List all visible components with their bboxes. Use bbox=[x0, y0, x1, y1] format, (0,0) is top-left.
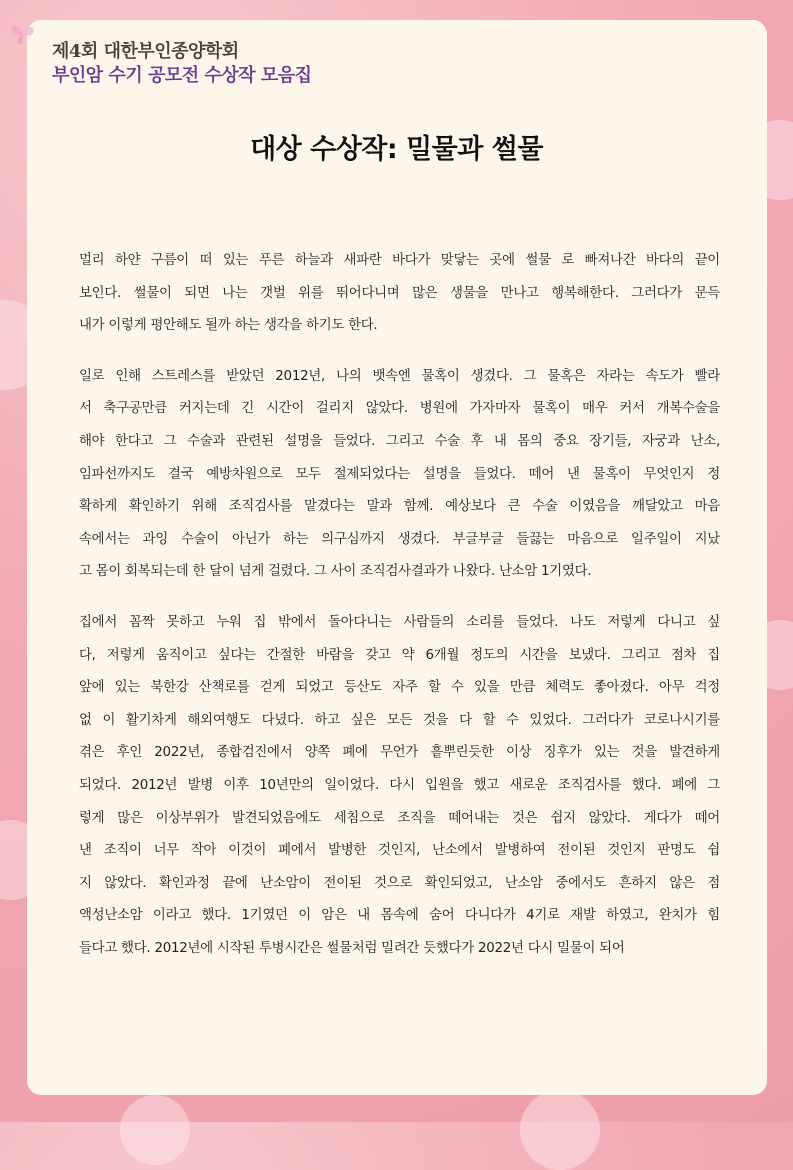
text-line: 낸 조직이 너무 작아 이것이 폐에서 발병한 것인지, 난소에서 발병하여 전이된 것인지 판명도 쉽 bbox=[79, 843, 720, 859]
paragraph-3 bbox=[79, 607, 720, 966]
text-line: 되었다. 2012년 발병 이후 10년만의 일이었다. 다시 입원을 했고 새로운 조직검사를 했다. 폐에 그 bbox=[79, 777, 720, 793]
text-line: 앞에 있는 북한강 산책로를 걷게 되었고 등산도 자주 할 수 있을 만큼 체력도 좋아졌다. 아무 걱정 bbox=[79, 680, 720, 696]
text-line: 일로 인해 스트레스를 받았던 2012년, 나의 뱃속엔 물혹이 생겼다. 그 물혹은 자라는 속도가 빨라 bbox=[79, 368, 720, 384]
text-line: 지 않았다. 확인과정 끝에 난소암이 전이된 것으로 확인되었고, 난소암 중에서도 흔하지 않은 점 bbox=[79, 875, 720, 891]
text-line: 집에서 꼼짝 못하고 누워 집 밖에서 돌아다니는 사람들의 소리를 들었다. 나도 저렇게 다니고 싶 bbox=[79, 614, 720, 630]
paragraph-2 bbox=[79, 361, 720, 589]
header-society-name: 제4회 대한부인종양학회 bbox=[52, 41, 239, 62]
text-line: 없 이 활기차게 해외여행도 다녔다. 하고 싶은 모든 것을 다 할 수 있었다. 그러다가 코로나시기를 bbox=[79, 712, 720, 728]
text-line: 멀리 하얀 구름이 떠 있는 푸른 하늘과 새파란 바다가 맞닿는 곳에 썰물 로 빠져나간 바다의 끝이 bbox=[79, 253, 720, 268]
text-line: 확하게 확인하기 위해 조직검사를 맡겼다는 말과 함께. 예상보다 큰 수술 이였음을 깨달았고 마음 bbox=[79, 499, 720, 515]
text-line: 보인다. 썰물이 되면 나는 갯벌 위를 뛰어다니며 많은 생물을 만나고 행복해한다. 그러다가 문득 bbox=[79, 285, 720, 301]
document-header bbox=[52, 40, 312, 88]
page-title: 대상 수상작: 밀물과 썰물 bbox=[250, 134, 543, 165]
background-bokeh bbox=[520, 1090, 600, 1170]
text-line: 다, 저렇게 움직이고 싶다는 간절한 바람을 갖고 약 6개월 정도의 시간을 보냈다. 그리고 점차 집 bbox=[79, 647, 720, 663]
text-line: 임파선까지도 결국 예방차원으로 모두 절제되었다는 설명을 들었다. 떼어 낸 물혹이 무엇인지 정 bbox=[79, 466, 720, 482]
essay-body bbox=[79, 245, 720, 983]
text-line: 해야 한다고 그 수술과 관련된 설명을 들었다. 그리고 수술 후 내 몸의 중요 장기들, 자궁과 난소, bbox=[79, 433, 720, 449]
paragraph-1 bbox=[79, 245, 720, 343]
text-line: 서 축구공만큼 커지는데 긴 시간이 걸리지 않았다. 병원에 가자마자 물혹이 매우 커서 개복수술을 bbox=[79, 401, 720, 417]
text-line: 속에서는 과잉 수술이 아닌가 하는 의구심까지 생겼다. 부글부글 들끓는 마음으로 일주일이 지났 bbox=[79, 531, 720, 547]
header-collection-title: 부인암 수기 공모전 수상작 모음집 bbox=[52, 65, 312, 86]
butterfly-icon bbox=[8, 18, 38, 48]
text-line: 겪은 후인 2022년, 종합검진에서 양쪽 폐에 무언가 흩뿌린듯한 이상 징후가 있는 것을 발견하게 bbox=[79, 745, 720, 761]
text-line: 들다고 했다. 2012년에 시작된 투병시간은 썰물처럼 밀려간 듯했다가 2022년 다시 밀물이 되어 bbox=[79, 940, 625, 956]
text-line: 액성난소암 이라고 했다. 1기였던 이 암은 내 몸속에 숨어 다니다가 4기로 재발 하였고, 완치가 힘 bbox=[79, 908, 720, 924]
text-line: 고 몸이 회복되는데 한 달이 넘게 걸렸다. 그 사이 조직검사결과가 나왔다. 난소암 1기였다. bbox=[79, 564, 592, 580]
background-bokeh bbox=[120, 1095, 190, 1165]
text-line: 내가 이렇게 평안해도 될까 하는 생각을 하기도 한다. bbox=[79, 318, 378, 334]
text-line: 렇게 많은 이상부위가 발견되었음에도 세침으로 조직을 떼어내는 것은 쉽지 않았다. 게다가 떼어 bbox=[79, 810, 720, 826]
